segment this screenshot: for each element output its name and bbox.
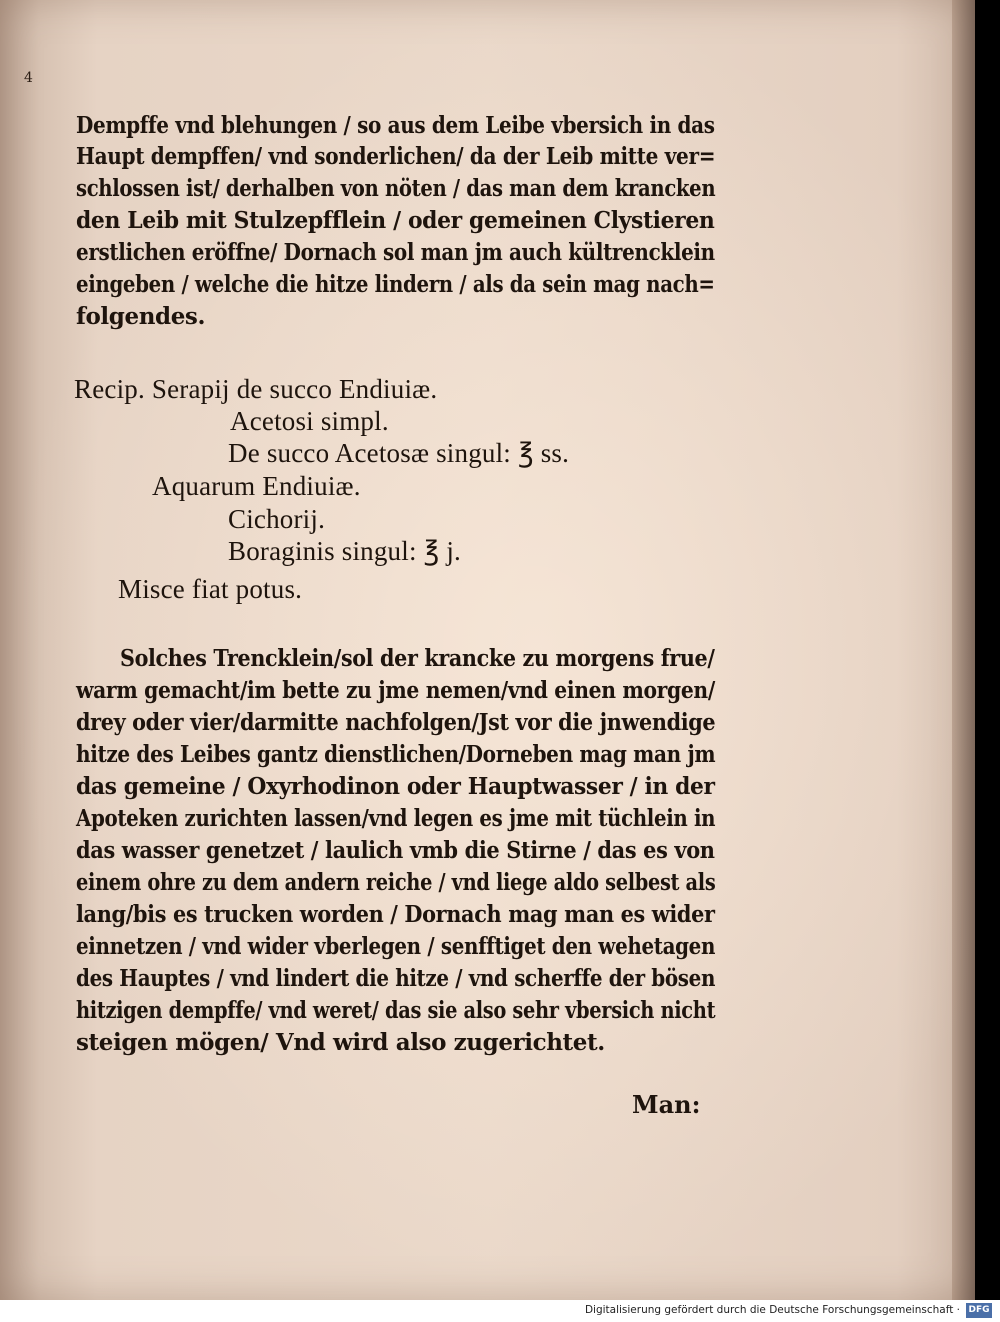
page-number: 4 — [24, 70, 33, 86]
footer-credit: Digitalisierung gefördert durch die Deutsche Forschungsgemeinschaft · — [584, 1304, 960, 1316]
text-line: hitze des Leibes gantz dienstlichen/Dorneben mag man jm — [76, 741, 716, 768]
dfg-logo-icon[interactable]: DFG — [966, 1303, 992, 1318]
page-edge-shadow — [952, 0, 975, 1300]
text-line: das gemeine / Oxyrhodinon oder Hauptwasser / in der — [76, 773, 715, 800]
recipe-line: Cichorij. — [228, 504, 326, 534]
recipe-line: Misce fiat potus. — [118, 574, 303, 604]
text-line: schlossen ist/ derhalben von nöten / das man dem krancken — [76, 175, 716, 202]
text-line: einem ohre zu dem andern reiche / vnd liege aldo selbest als — [76, 869, 716, 896]
text-line: das wasser genetzet / laulich vmb die Stirne / das es von — [76, 837, 715, 864]
text-line: hitzigen dempffe/ vnd weret/ das sie also sehr vbersich nicht — [76, 997, 716, 1024]
recipe-line: Recip. Serapij de succo Endiuiæ. — [74, 374, 438, 404]
text-line: erstlichen eröffne/ Dornach sol man jm auch kültrencklein — [76, 239, 715, 266]
recipe-line: Acetosi simpl. — [230, 406, 389, 436]
recipe-line: Boraginis singul: ℥ j. — [228, 536, 462, 566]
footer-bar — [0, 1300, 1000, 1322]
text-line: den Leib mit Stulzepfflein / oder gemeinen Clystieren — [76, 207, 715, 234]
text-line: lang/bis es trucken worden / Dornach mag man es wider — [76, 901, 715, 928]
text-line: folgendes. — [76, 303, 206, 330]
text-line: Dempffe vnd blehungen / so aus dem Leibe vbersich in das — [76, 112, 715, 139]
catchword: Man: — [632, 1090, 701, 1119]
recipe-line: Aquarum Endiuiæ. — [152, 471, 361, 501]
text-line: Apoteken zurichten lassen/vnd legen es jme mit tüchlein in — [76, 805, 716, 832]
text-line: Haupt dempffen/ vnd sonderlichen/ da der Leib mitte ver= — [76, 143, 716, 170]
text-line: einnetzen / vnd wider vberlegen / senfftiget den wehetagen — [76, 933, 716, 960]
text-line: steigen mögen/ Vnd wird also zugerichtet. — [76, 1029, 605, 1056]
text-line: drey oder vier/darmitte nachfolgen/Jst vor die jnwendige — [76, 709, 716, 736]
text-line: Solches Trencklein/sol der krancke zu morgens frue/ — [120, 645, 715, 672]
text-line: eingeben / welche die hitze lindern / als da sein mag nach= — [76, 271, 715, 298]
recipe-line: De succo Acetosæ singul: ℥ ss. — [228, 438, 570, 468]
text-line: warm gemacht/im bette zu jme nemen/vnd einen morgen/ — [76, 677, 715, 704]
text-line: des Hauptes / vnd lindert die hitze / vnd scherffe der bösen — [76, 965, 716, 992]
